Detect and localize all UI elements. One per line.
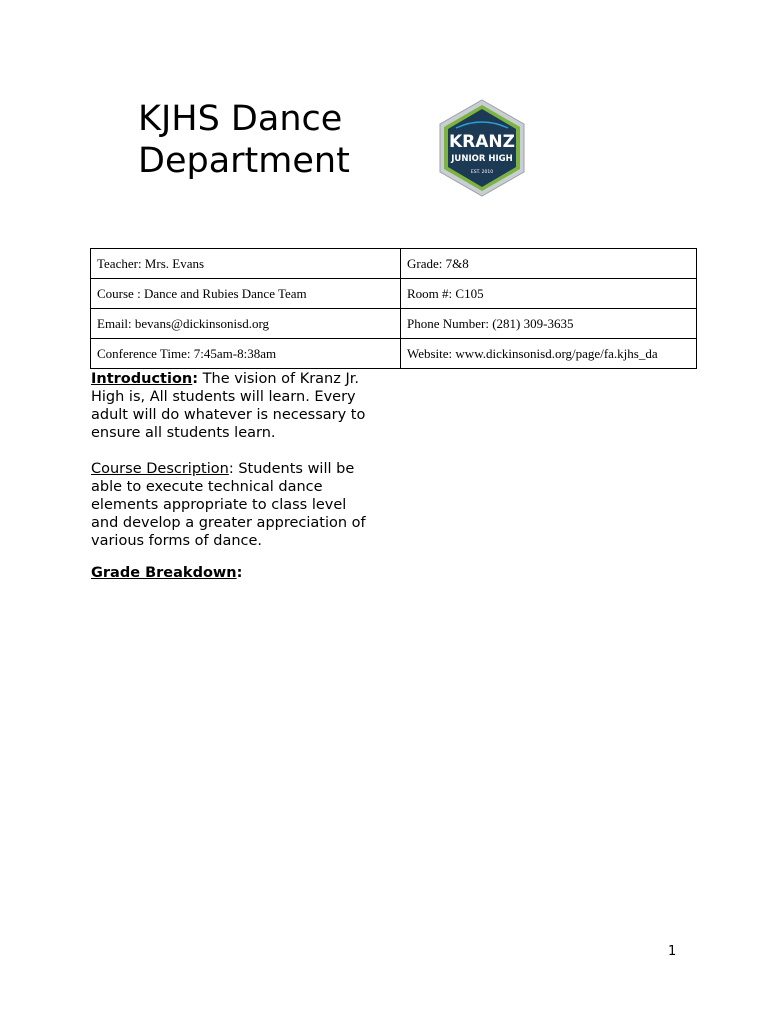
grade-breakdown-heading xyxy=(91,564,366,582)
course-description-paragraph xyxy=(91,460,366,550)
logo-text-main: KRANZ xyxy=(449,132,515,152)
page-number: 1 xyxy=(668,944,677,959)
grade-cell: Grade: 7&8 xyxy=(401,249,697,279)
logo-text-est: EST. 2010 xyxy=(470,170,494,175)
grade-breakdown-colon: : xyxy=(236,565,243,581)
table-row xyxy=(91,339,697,369)
title-line-2: Department xyxy=(138,141,350,181)
table-row xyxy=(91,249,697,279)
introduction-text: The vision of Kranz Jr. High is, All students will learn. Every adult will do whatever is necessary to ensure all students learn. xyxy=(91,371,366,441)
introduction-paragraph xyxy=(91,370,366,442)
course-description-text: : Students will be able to execute technical dance elements appropriate to class level and develop a greater appreciation of various forms of dance. xyxy=(91,461,366,549)
course-cell: Course : Dance and Rubies Dance Team xyxy=(91,279,401,309)
course-description-label: Course Description xyxy=(91,461,229,477)
kranz-junior-high-logo xyxy=(432,98,532,198)
grade-breakdown-label: Grade Breakdown xyxy=(91,565,237,581)
room-cell: Room #: C105 xyxy=(401,279,697,309)
document-body xyxy=(91,370,366,582)
title-line-1: KJHS Dance xyxy=(138,99,343,139)
conference-time-cell: Conference Time: 7:45am-8:38am xyxy=(91,339,401,369)
page-title xyxy=(138,98,350,182)
table-row xyxy=(91,309,697,339)
info-table xyxy=(90,248,697,369)
teacher-cell: Teacher: Mrs. Evans xyxy=(91,249,401,279)
introduction-colon: : xyxy=(192,371,199,387)
logo-text-sub: JUNIOR HIGH xyxy=(451,154,513,164)
website-cell: Website: www.dickinsonisd.org/page/fa.kjhs_da xyxy=(401,339,697,369)
introduction-label: Introduction xyxy=(91,371,193,387)
table-row xyxy=(91,279,697,309)
email-cell: Email: bevans@dickinsonisd.org xyxy=(91,309,401,339)
phone-cell: Phone Number: (281) 309-3635 xyxy=(401,309,697,339)
